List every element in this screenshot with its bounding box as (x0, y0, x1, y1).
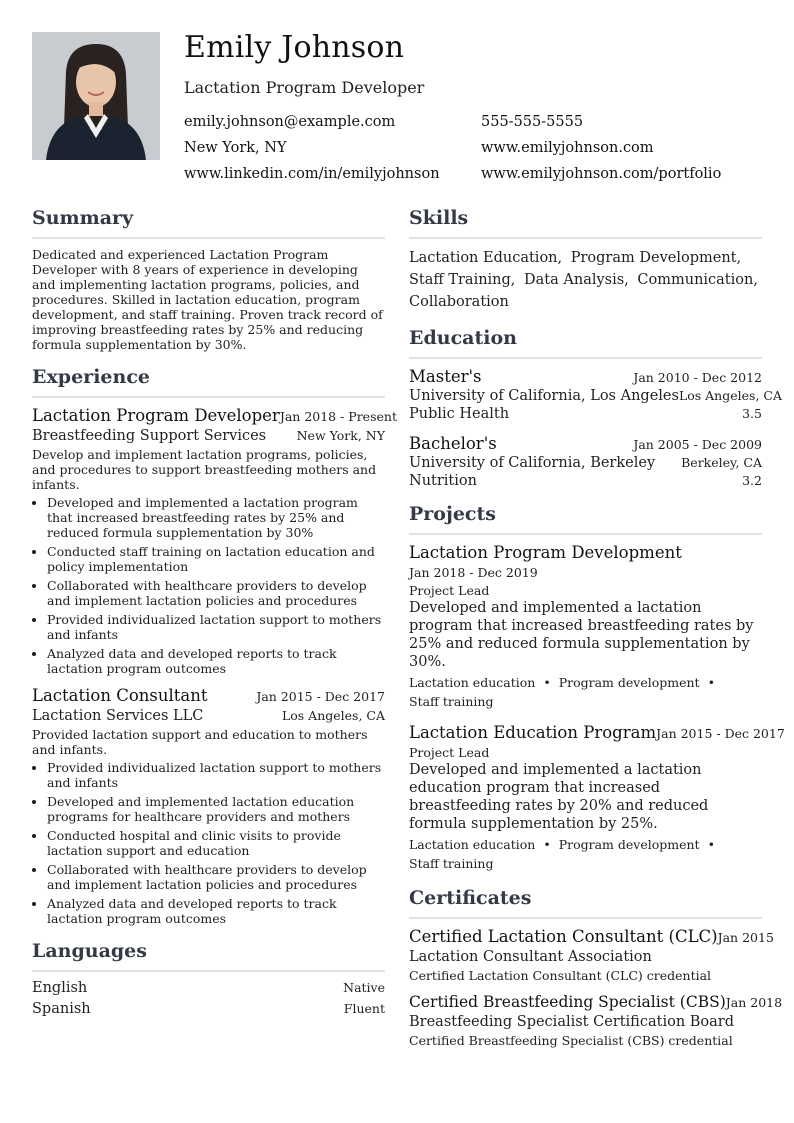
gpa: 3.5 (742, 406, 762, 421)
contact-portfolio[interactable]: www.emilyjohnson.com/portfolio (481, 166, 722, 182)
skills-section (409, 207, 762, 313)
contact-phone[interactable]: 555-555-5555 (481, 114, 584, 130)
skill-item: Communication, (637, 272, 758, 288)
job-bullet: • Analyzed data and developed reports to track lactation program outcomes (47, 896, 385, 926)
skill-item: Lactation Education, (409, 250, 563, 266)
projects-section (409, 503, 785, 873)
degree: Master's (409, 367, 482, 386)
summary-heading: Summary (32, 207, 385, 239)
right-column (409, 207, 785, 1062)
education-entry (409, 367, 782, 422)
education-date: Jan 2010 - Dec 2012 (633, 370, 762, 385)
contact-linkedin[interactable]: www.linkedin.com/in/emilyjohnson (184, 166, 440, 182)
project-tag: Lactation education (409, 675, 536, 690)
job-bullet: • Developed and implemented lactation education programs for healthcare providers and mothers (47, 794, 385, 824)
candidate-title: Lactation Program Developer (184, 78, 425, 97)
job-bullet: • Collaborated with healthcare providers to develop and implement lactation policies and procedures (47, 578, 385, 608)
skills-list (409, 239, 762, 313)
certificates-heading: Certificates (409, 887, 762, 919)
certificate-date: Jan 2018 (725, 995, 783, 1010)
certificate-description: Certified Lactation Consultant (CLC) credential (409, 968, 712, 983)
certificate-entry (409, 993, 783, 1048)
project-tag: Lactation education (409, 837, 536, 852)
job-organization: Breastfeeding Support Services (32, 428, 267, 444)
education-heading: Education (409, 327, 762, 359)
experience-heading: Experience (32, 366, 385, 398)
certificate-issuer: Breastfeeding Specialist Certification Board (409, 1014, 735, 1030)
project-title: Lactation Program Development (409, 543, 682, 562)
job-bullets (32, 495, 385, 676)
gpa: 3.2 (742, 473, 762, 488)
school: University of California, Los Angeles (409, 388, 679, 404)
project-entry (409, 723, 785, 873)
project-tag: Staff training (409, 694, 494, 709)
school: University of California, Berkeley (409, 455, 656, 471)
skill-item: Program Development, (570, 250, 742, 266)
project-tags: Lactation education • Program development • Staff training (409, 675, 715, 709)
language-level: Fluent (343, 1001, 385, 1016)
language-row (32, 1001, 385, 1017)
job-bullet: • Provided individualized lactation support to mothers and infants (47, 612, 385, 642)
language-row (32, 980, 385, 996)
certificates-section (409, 887, 783, 1048)
job-description: Develop and implement lactation programs, policies, and procedures to support breastfeeding mothers and infants. (32, 447, 377, 492)
job-bullet: • Conducted staff training on lactation education and policy implementation (47, 544, 385, 574)
certificate-name: Certified Lactation Consultant (CLC) (409, 927, 718, 946)
education-date: Jan 2005 - Dec 2009 (633, 437, 762, 452)
project-date: Jan 2015 - Dec 2017 (656, 726, 785, 741)
experience-section (32, 366, 397, 926)
job-bullet: • Conducted hospital and clinic visits to provide lactation support and education (47, 828, 385, 858)
projects-heading: Projects (409, 503, 762, 535)
education-section (409, 327, 782, 489)
contact-email[interactable]: emily.johnson@example.com (184, 114, 396, 130)
certificate-issuer: Lactation Consultant Association (409, 949, 652, 965)
job-title: Lactation Consultant (32, 686, 208, 705)
job-description: Provided lactation support and education to mothers and infants. (32, 727, 368, 757)
job-date: Jan 2018 - Present (279, 409, 397, 424)
project-description: Developed and implemented a lactation education program that increased breastfeeding rates by 20% and reduced formula supplementation by 25%. (409, 762, 709, 832)
job-bullet: • Provided individualized lactation support to mothers and infants (47, 760, 385, 790)
job-bullet: • Collaborated with healthcare providers to develop and implement lactation policies and procedures (47, 862, 385, 892)
project-date: Jan 2018 - Dec 2019 (409, 565, 538, 580)
certificate-name: Certified Breastfeeding Specialist (CBS) (409, 993, 726, 1011)
languages-section (32, 940, 385, 1017)
education-entry (409, 434, 762, 489)
school-location: Los Angeles, CA (678, 388, 782, 403)
skill-item: Data Analysis, (524, 272, 629, 288)
candidate-name: Emily Johnson (184, 30, 405, 65)
field-of-study: Public Health (409, 406, 510, 422)
school-location: Berkeley, CA (681, 455, 762, 470)
skill-item: Staff Training, (409, 272, 516, 288)
job-location: New York, NY (296, 428, 385, 443)
language-name: English (32, 980, 88, 996)
field-of-study: Nutrition (409, 473, 477, 489)
summary-text: Dedicated and experienced Lactation Program Developer with 8 years of experience in developing and implementing lactation programs, policies, and procedures. Skilled in lactation education, program development, and staff training. Proven track record of improving breastfeeding rates by 25% and reducing formula supplementation by 30%. (32, 247, 383, 352)
job-title: Lactation Program Developer (32, 406, 280, 425)
portrait-image (32, 32, 160, 160)
degree: Bachelor's (409, 434, 497, 453)
project-tags: Lactation education • Program development • Staff training (409, 837, 715, 871)
project-role: Project Lead (409, 745, 490, 760)
profile-photo (32, 32, 160, 160)
job-location: Los Angeles, CA (281, 708, 385, 723)
languages-heading: Languages (32, 940, 385, 972)
job-entry (32, 406, 397, 676)
job-bullet: • Analyzed data and developed reports to track lactation program outcomes (47, 646, 385, 676)
certificate-entry (409, 927, 774, 983)
project-entry (409, 543, 762, 711)
certificate-description: Certified Breastfeeding Specialist (CBS) credential (409, 1033, 733, 1048)
job-organization: Lactation Services LLC (32, 708, 204, 724)
project-tag: Program development (558, 675, 700, 690)
job-bullets (32, 760, 385, 926)
contact-location: New York, NY (184, 140, 287, 156)
project-role: Project Lead (409, 583, 490, 598)
job-entry (32, 686, 385, 926)
project-description: Developed and implemented a lactation program that increased breastfeeding rates by 25% and reduced formula supplementation by 30%. (409, 600, 754, 670)
job-date: Jan 2015 - Dec 2017 (256, 689, 385, 704)
job-bullet: • Developed and implemented a lactation program that increased breastfeeding rates by 25% and reduced formula supplementation by 30% (47, 495, 385, 540)
project-title: Lactation Education Program (409, 723, 657, 742)
contact-website[interactable]: www.emilyjohnson.com (481, 140, 654, 156)
language-level: Native (343, 980, 385, 995)
language-name: Spanish (32, 1001, 91, 1017)
project-tag: Program development (558, 837, 700, 852)
summary-section (32, 207, 385, 352)
left-column (32, 207, 397, 1031)
skill-item: Collaboration (409, 294, 509, 310)
project-tag: Staff training (409, 856, 494, 871)
skills-heading: Skills (409, 207, 762, 239)
certificate-date: Jan 2015 (717, 930, 774, 945)
